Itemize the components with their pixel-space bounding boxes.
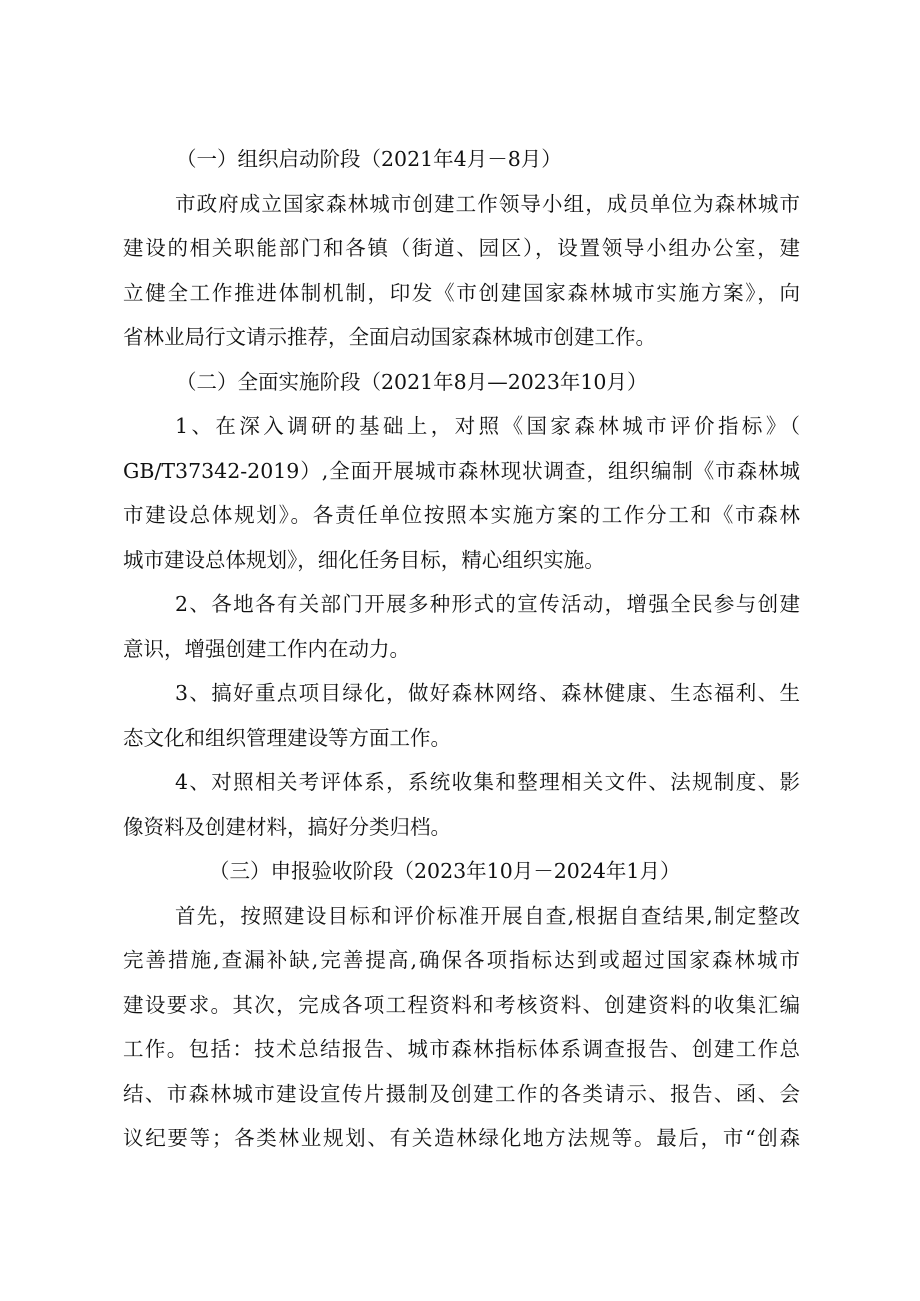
paragraph-line: 4、对照相关考评体系，系统收集和整理相关文件、法规制度、影 (175, 770, 800, 794)
section-heading-3: （三）申报验收阶段（2023年10月－2024年1月） (209, 859, 681, 883)
paragraph-line: 态文化和组织管理建设等方面工作。 (123, 725, 451, 750)
paragraph-line: 3、搞好重点项目绿化，做好森林网络、森林健康、生态福利、生 (175, 681, 800, 705)
paragraph-line: GB/T37342-2019）,全面开展城市森林现状调查，组织编制《市森林城 (123, 458, 800, 483)
paragraph-line: 工作。包括：技术总结报告、城市森林指标体系调查报告、创建工作总 (123, 1037, 800, 1061)
paragraph-line: 建设要求。其次，完成各项工程资料和考核资料、创建资料的收集汇编 (123, 992, 800, 1017)
paragraph-line: 像资料及创建材料，搞好分类归档。 (123, 814, 451, 839)
paragraph-line: 建设的相关职能部门和各镇（街道、园区），设置领导小组办公室，建 (123, 236, 800, 260)
paragraph-line: 首先，按照建设目标和评价标准开展自查,根据自查结果,制定整改 (175, 903, 800, 928)
section-heading-1: （一）组织启动阶段（2021年4月－8月） (176, 147, 562, 171)
paragraph-line: 意识，增强创建工作内在动力。 (123, 636, 410, 661)
paragraph-line: 市建设总体规划》。各责任单位按照本实施方案的工作分工和《市森林 (123, 503, 800, 527)
paragraph-line: 1、在深入调研的基础上，对照《国家森林城市评价指标》（ (175, 414, 800, 438)
paragraph-line: 省林业局行文请示推荐，全面启动国家森林城市创建工作。 (123, 325, 656, 349)
paragraph-line: 完善措施,查漏补缺,完善提高,确保各项指标达到或超过国家森林城市 (123, 948, 800, 972)
document-body (123, 137, 800, 1161)
paragraph-line: 结、市森林城市建设宣传片摄制及创建工作的各类请示、报告、函、会 (123, 1081, 800, 1106)
paragraph-line: 2、各地各有关部门开展多种形式的宣传活动，增强全民参与创建 (175, 592, 800, 616)
paragraph-line: 议纪要等；各类林业规划、有关造林绿化地方法规等。最后，市“创森 (123, 1126, 800, 1150)
paragraph-line: 城市建设总体规划》，细化任务目标，精心组织实施。 (123, 547, 605, 572)
paragraph-line: 立健全工作推进体制机制，印发《市创建国家森林城市实施方案》，向 (123, 280, 800, 305)
paragraph-line: 市政府成立国家森林城市创建工作领导小组，成员单位为森林城市 (175, 191, 800, 216)
section-heading-2: （二）全面实施阶段（2021年8月—2023年10月） (176, 369, 648, 394)
